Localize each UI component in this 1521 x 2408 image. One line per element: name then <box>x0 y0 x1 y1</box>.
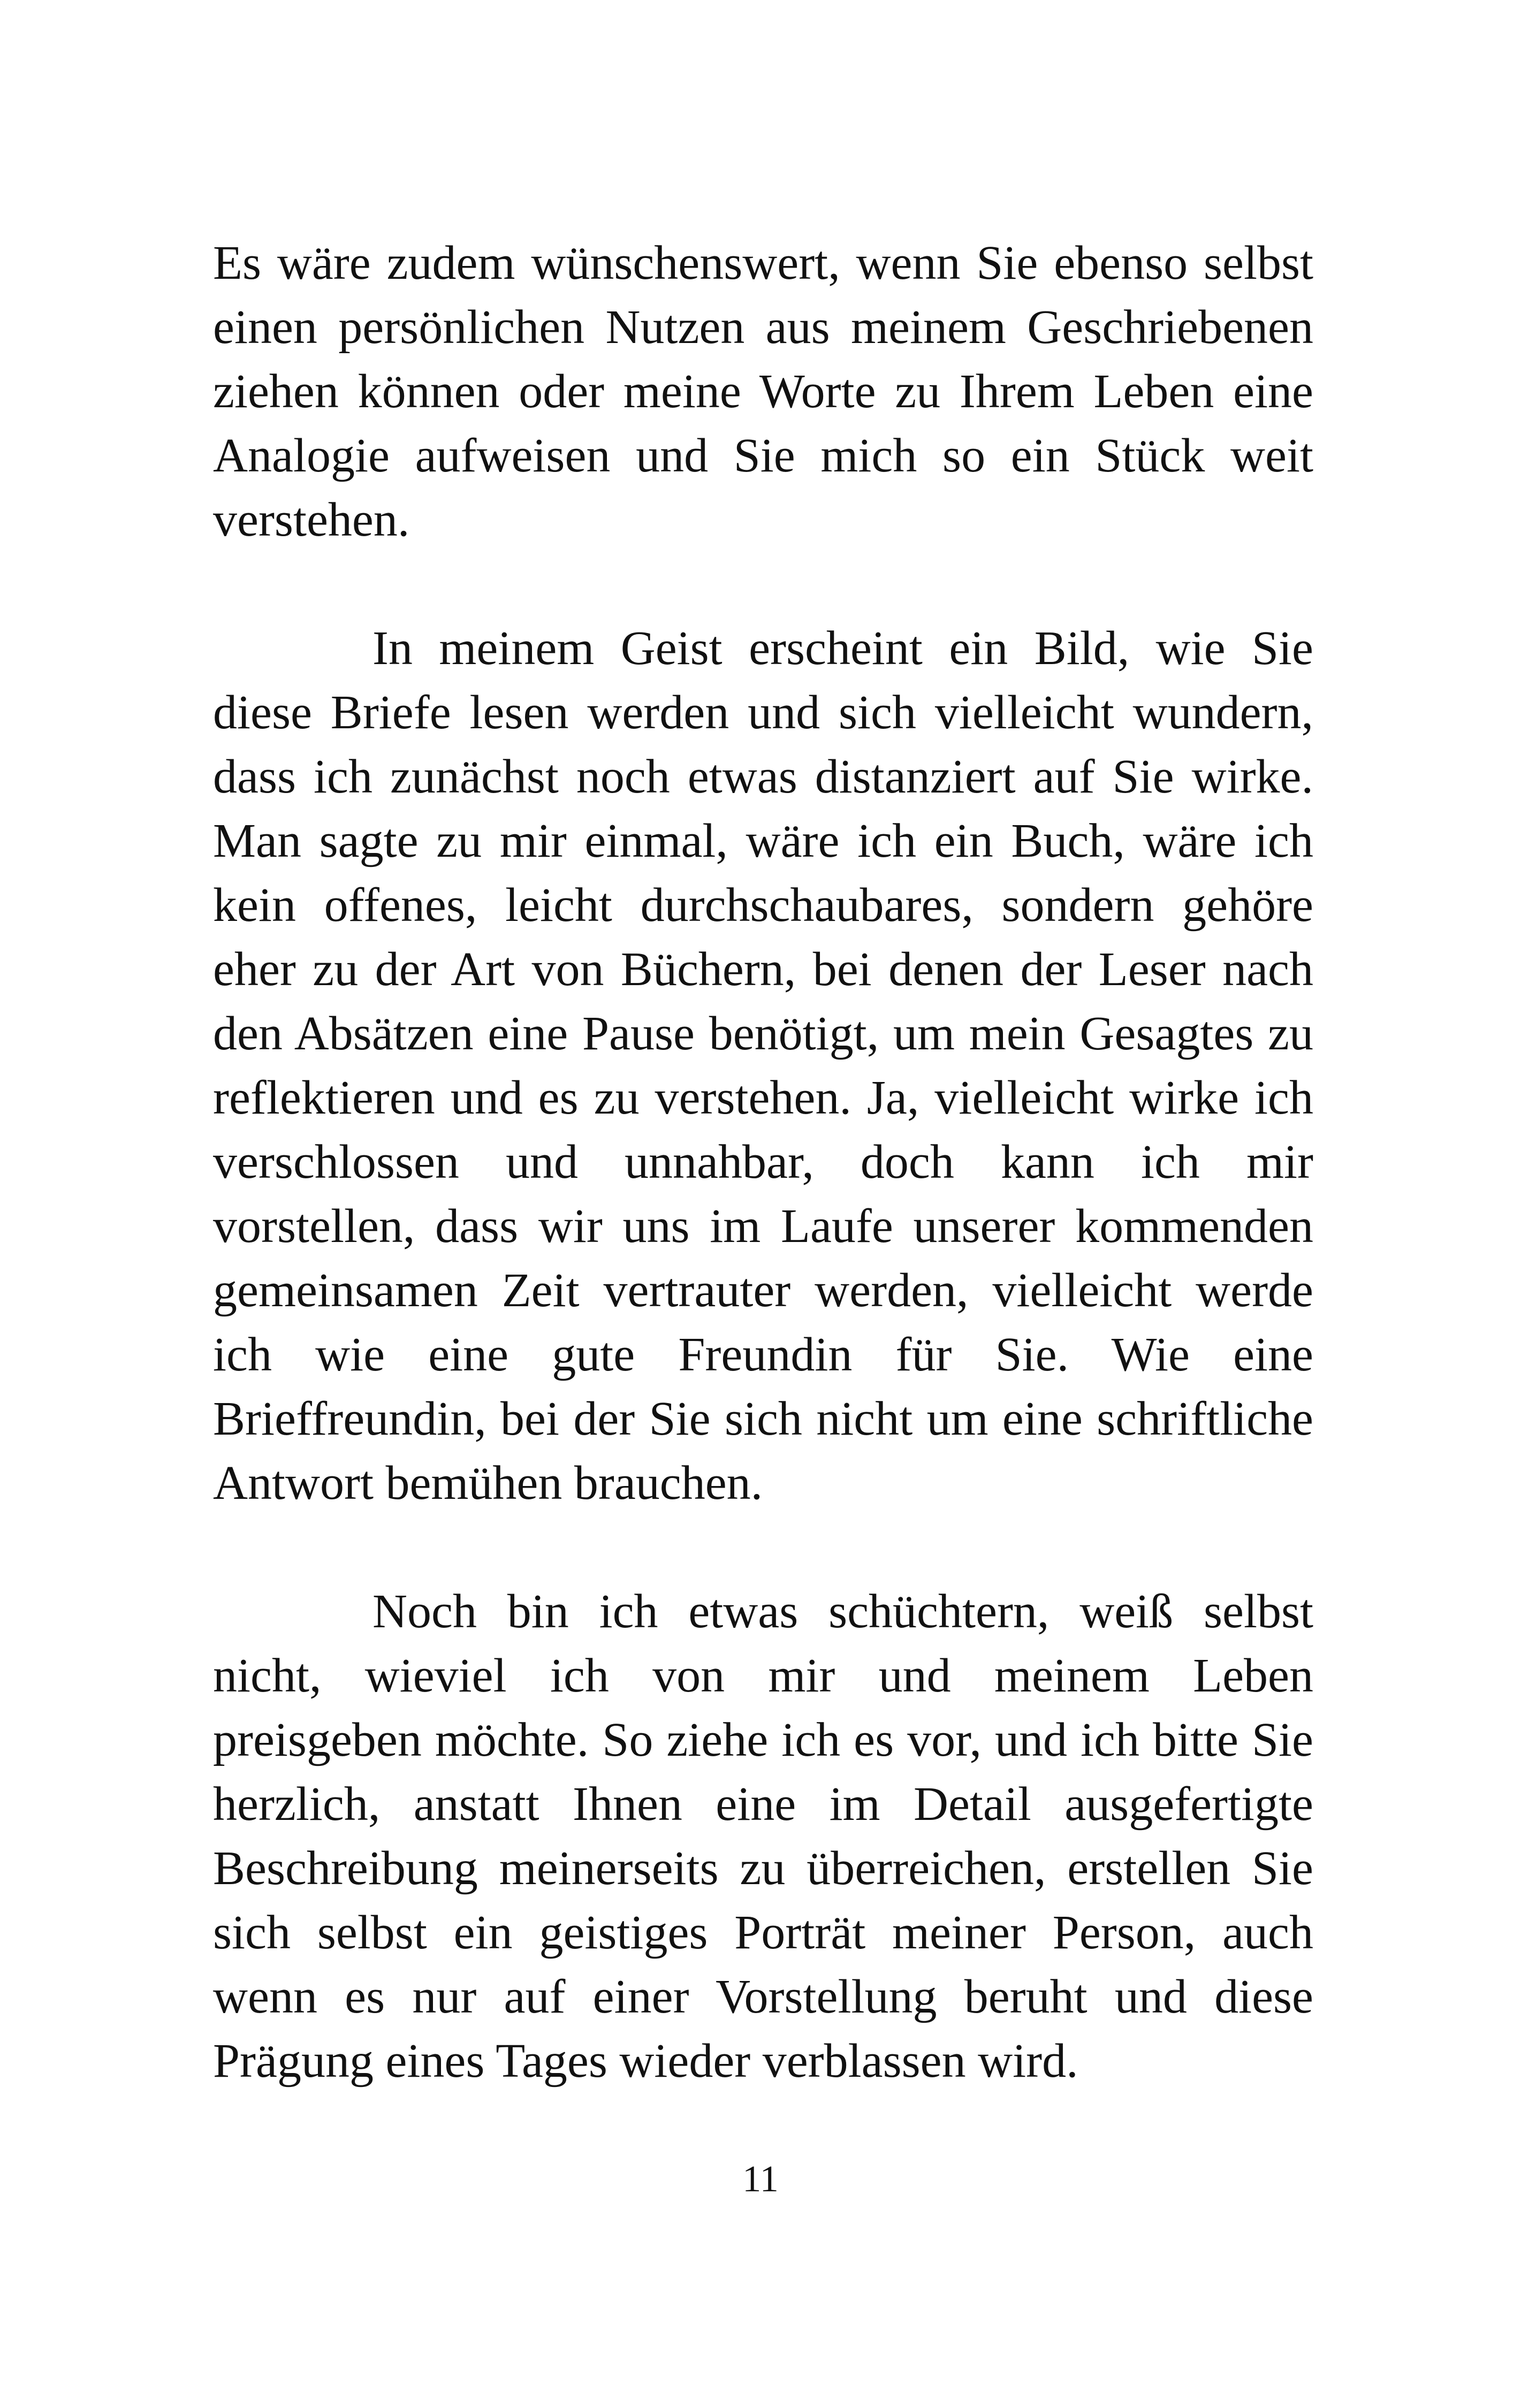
paragraph-3: Noch bin ich etwas schüchtern, weiß selbst nicht, wieviel ich von mir und meinem Leben preisgeben möchte. So ziehe ich es vor, und ich bitte Sie herzlich, anstatt Ihnen eine im Detail ausgefertigte Beschreibung meinerseits zu überreichen, erstellen Sie sich selbst ein geistiges Porträt meiner Person, auch wenn es nur auf einer Vorstellung beruht und diese Prägung eines Tages wieder verblassen wird. <box>213 1585 1313 2087</box>
page-number: 11 <box>742 2159 779 2200</box>
paragraph-2: In meinem Geist erscheint ein Bild, wie Sie diese Briefe lesen werden und sich vielleicht wundern, dass ich zunächst noch etwas distanziert auf Sie wirke. Man sagte zu mir einmal, wäre ich ein Buch, wäre ich kein offenes, leicht durchschaubares, sondern gehöre eher zu der Art von Büchern, bei denen der Leser nach den Absätzen eine Pause benötigt, um mein Gesagtes zu reflektieren und es zu verstehen. Ja, vielleicht wirke ich verschlossen und unnahbar, doch kann ich mir vorstellen, dass wir uns im Laufe unserer kommenden gemeinsamen Zeit vertrauter werden, vielleicht werde ich wie eine gute Freundin für Sie. Wie eine Brieffreundin, bei der Sie sich nicht um eine schriftliche Antwort bemühen brauchen. <box>213 622 1313 1510</box>
body-text <box>213 231 1313 2093</box>
paragraph-1: Es wäre zudem wünschenswert, wenn Sie ebenso selbst einen persönlichen Nutzen aus meinem Geschriebenen ziehen können oder meine Worte zu Ihrem Leben eine Analogie aufweisen und Sie mich so ein Stück weit verstehen. <box>213 237 1313 546</box>
